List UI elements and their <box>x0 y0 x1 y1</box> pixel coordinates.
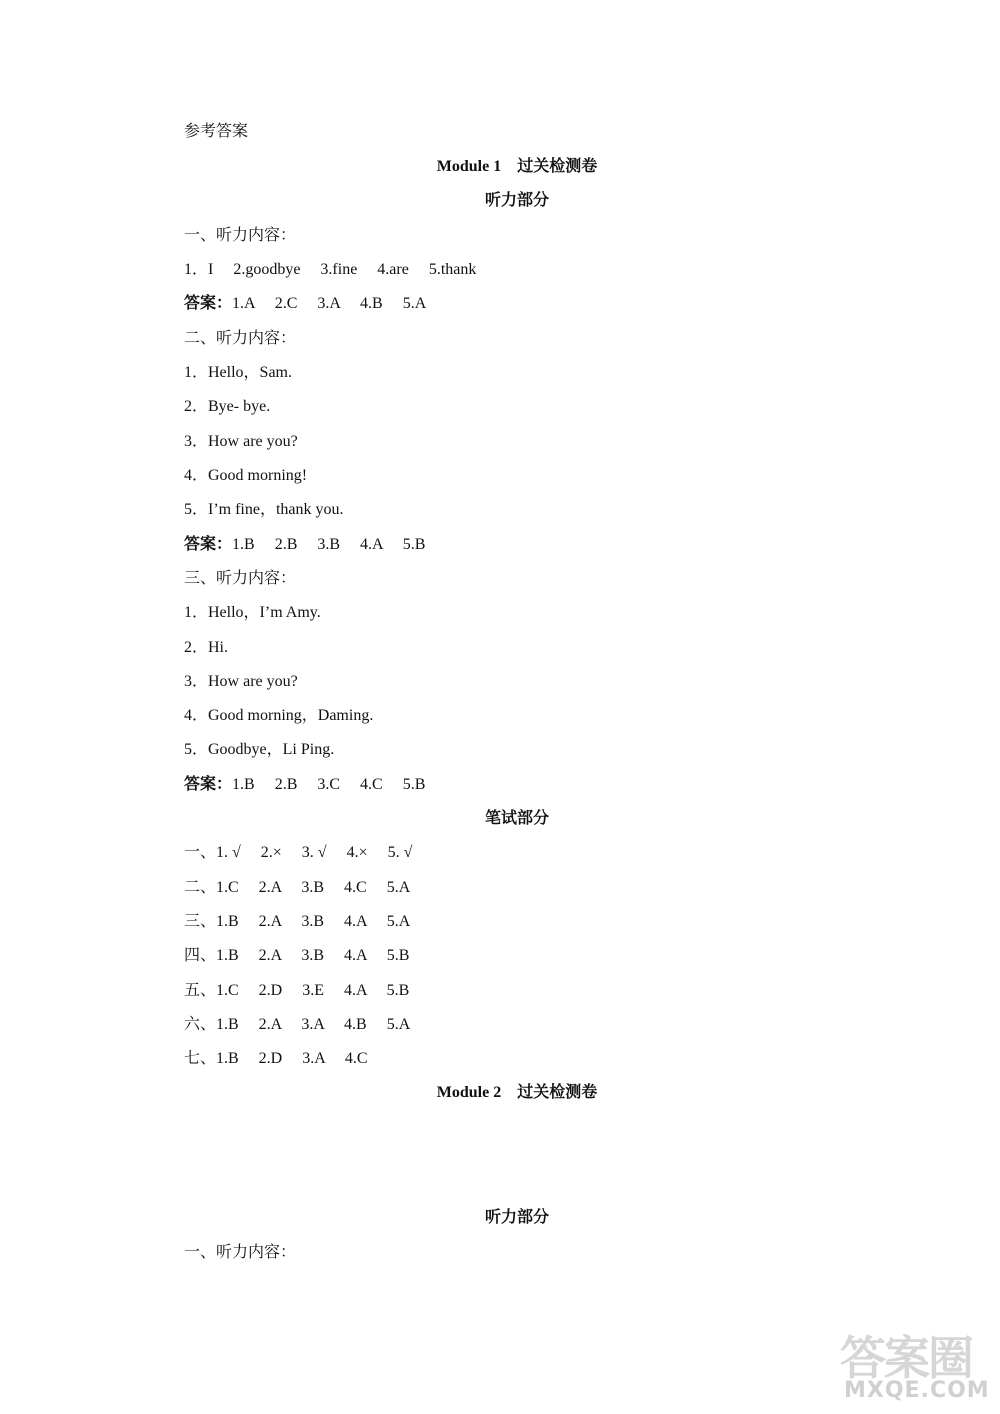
m1-part1-label: 一、听力内容： <box>184 227 297 244</box>
module2-title: Module 2 过关检测卷 <box>436 1084 598 1101</box>
m1-part2-line: 3．How are you? <box>184 433 298 450</box>
m1-written-row: 一、1. √ 2.× 3. √ 4.× 5. √ <box>184 844 413 861</box>
m2-part1-label: 一、听力内容： <box>184 1244 297 1261</box>
m1-part3-answer-row <box>184 775 425 795</box>
watermark-logo-text: 答案圈 <box>840 1331 972 1385</box>
module2-listening-heading: 听力部分 <box>484 1209 549 1226</box>
module1-listening-heading: 听力部分 <box>484 192 549 209</box>
answer-label: 答案： <box>184 536 233 553</box>
m1-part2-line: 1．Hello，Sam. <box>184 364 292 381</box>
m1-part3-line: 2．Hi. <box>184 639 229 656</box>
m1-part2-label: 二、听力内容： <box>184 330 297 347</box>
document-title: 参考答案 <box>184 123 249 140</box>
m1-written-row: 六、1.B 2.A 3.A 4.B 5.A <box>184 1016 411 1033</box>
m1-written-row: 三、1.B 2.A 3.B 4.A 5.A <box>184 913 411 930</box>
m1-part2-line: 2．Bye- bye. <box>184 398 271 415</box>
module1-title: Module 1 过关检测卷 <box>436 158 598 175</box>
m1-part2-line: 4．Good morning! <box>184 467 308 484</box>
m1-part1-content: 1．I 2.goodbye 3.fine 4.are 5.thank <box>184 261 477 278</box>
module1-written-heading: 笔试部分 <box>484 810 549 827</box>
m1-part3-line: 4．Good morning，Daming. <box>184 707 374 724</box>
m1-written-row: 四、1.B 2.A 3.B 4.A 5.B <box>184 947 410 964</box>
answer-values: 1.B 2.B 3.C 4.C 5.B <box>232 776 426 793</box>
m1-part2-line: 5．I’m fine，thank you. <box>184 501 344 518</box>
m1-written-row: 七、1.B 2.D 3.A 4.C <box>184 1050 368 1067</box>
m1-part1-answer-row <box>184 294 426 314</box>
m1-part2-answer-row <box>184 535 425 555</box>
m1-written-row: 二、1.C 2.A 3.B 4.C 5.A <box>184 879 411 896</box>
m1-part3-line: 1．Hello，I’m Amy. <box>184 604 321 621</box>
answer-label: 答案： <box>184 776 233 793</box>
m1-part3-line: 3．How are you? <box>184 673 298 690</box>
answer-values: 1.A 2.C 3.A 4.B 5.A <box>232 295 427 312</box>
m1-written-row: 五、1.C 2.D 3.E 4.A 5.B <box>184 982 410 999</box>
m1-part3-label: 三、听力内容： <box>184 570 297 587</box>
answer-label: 答案： <box>184 295 233 312</box>
watermark-domain: MXQE.COM <box>844 1378 990 1403</box>
m1-part3-line: 5．Goodbye，Li Ping. <box>184 741 335 758</box>
answer-values: 1.B 2.B 3.B 4.A 5.B <box>232 536 426 553</box>
site-watermark <box>830 1314 1000 1414</box>
